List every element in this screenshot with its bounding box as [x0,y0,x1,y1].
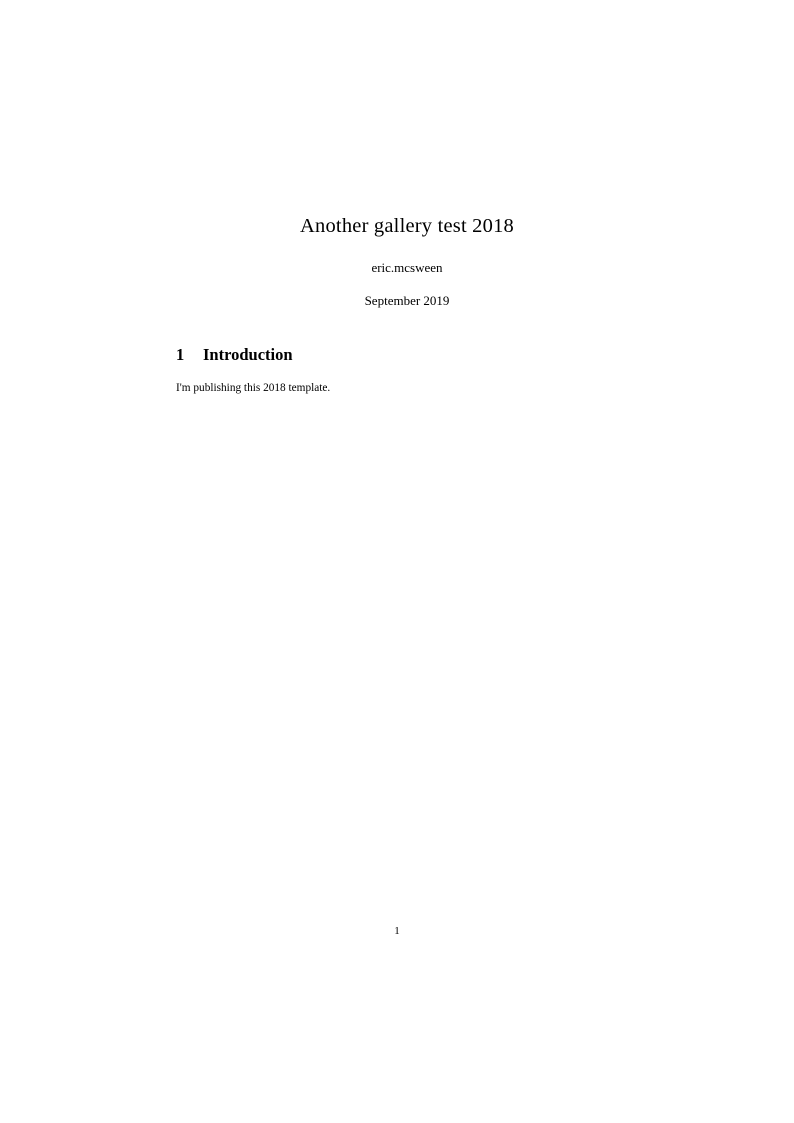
section-heading-introduction [176,309,638,365]
section-paragraph: I'm publishing this 2018 template. [176,381,331,394]
section-title: Introduction [203,344,293,364]
section-number: 1 [176,344,185,364]
text-block [176,0,638,396]
page-title: Another gallery test 2018 [300,215,514,237]
page-footer [0,925,794,937]
page-number: 1 [394,925,400,937]
document-author: eric.mcsween [371,259,443,275]
document-date: September 2019 [364,293,450,309]
